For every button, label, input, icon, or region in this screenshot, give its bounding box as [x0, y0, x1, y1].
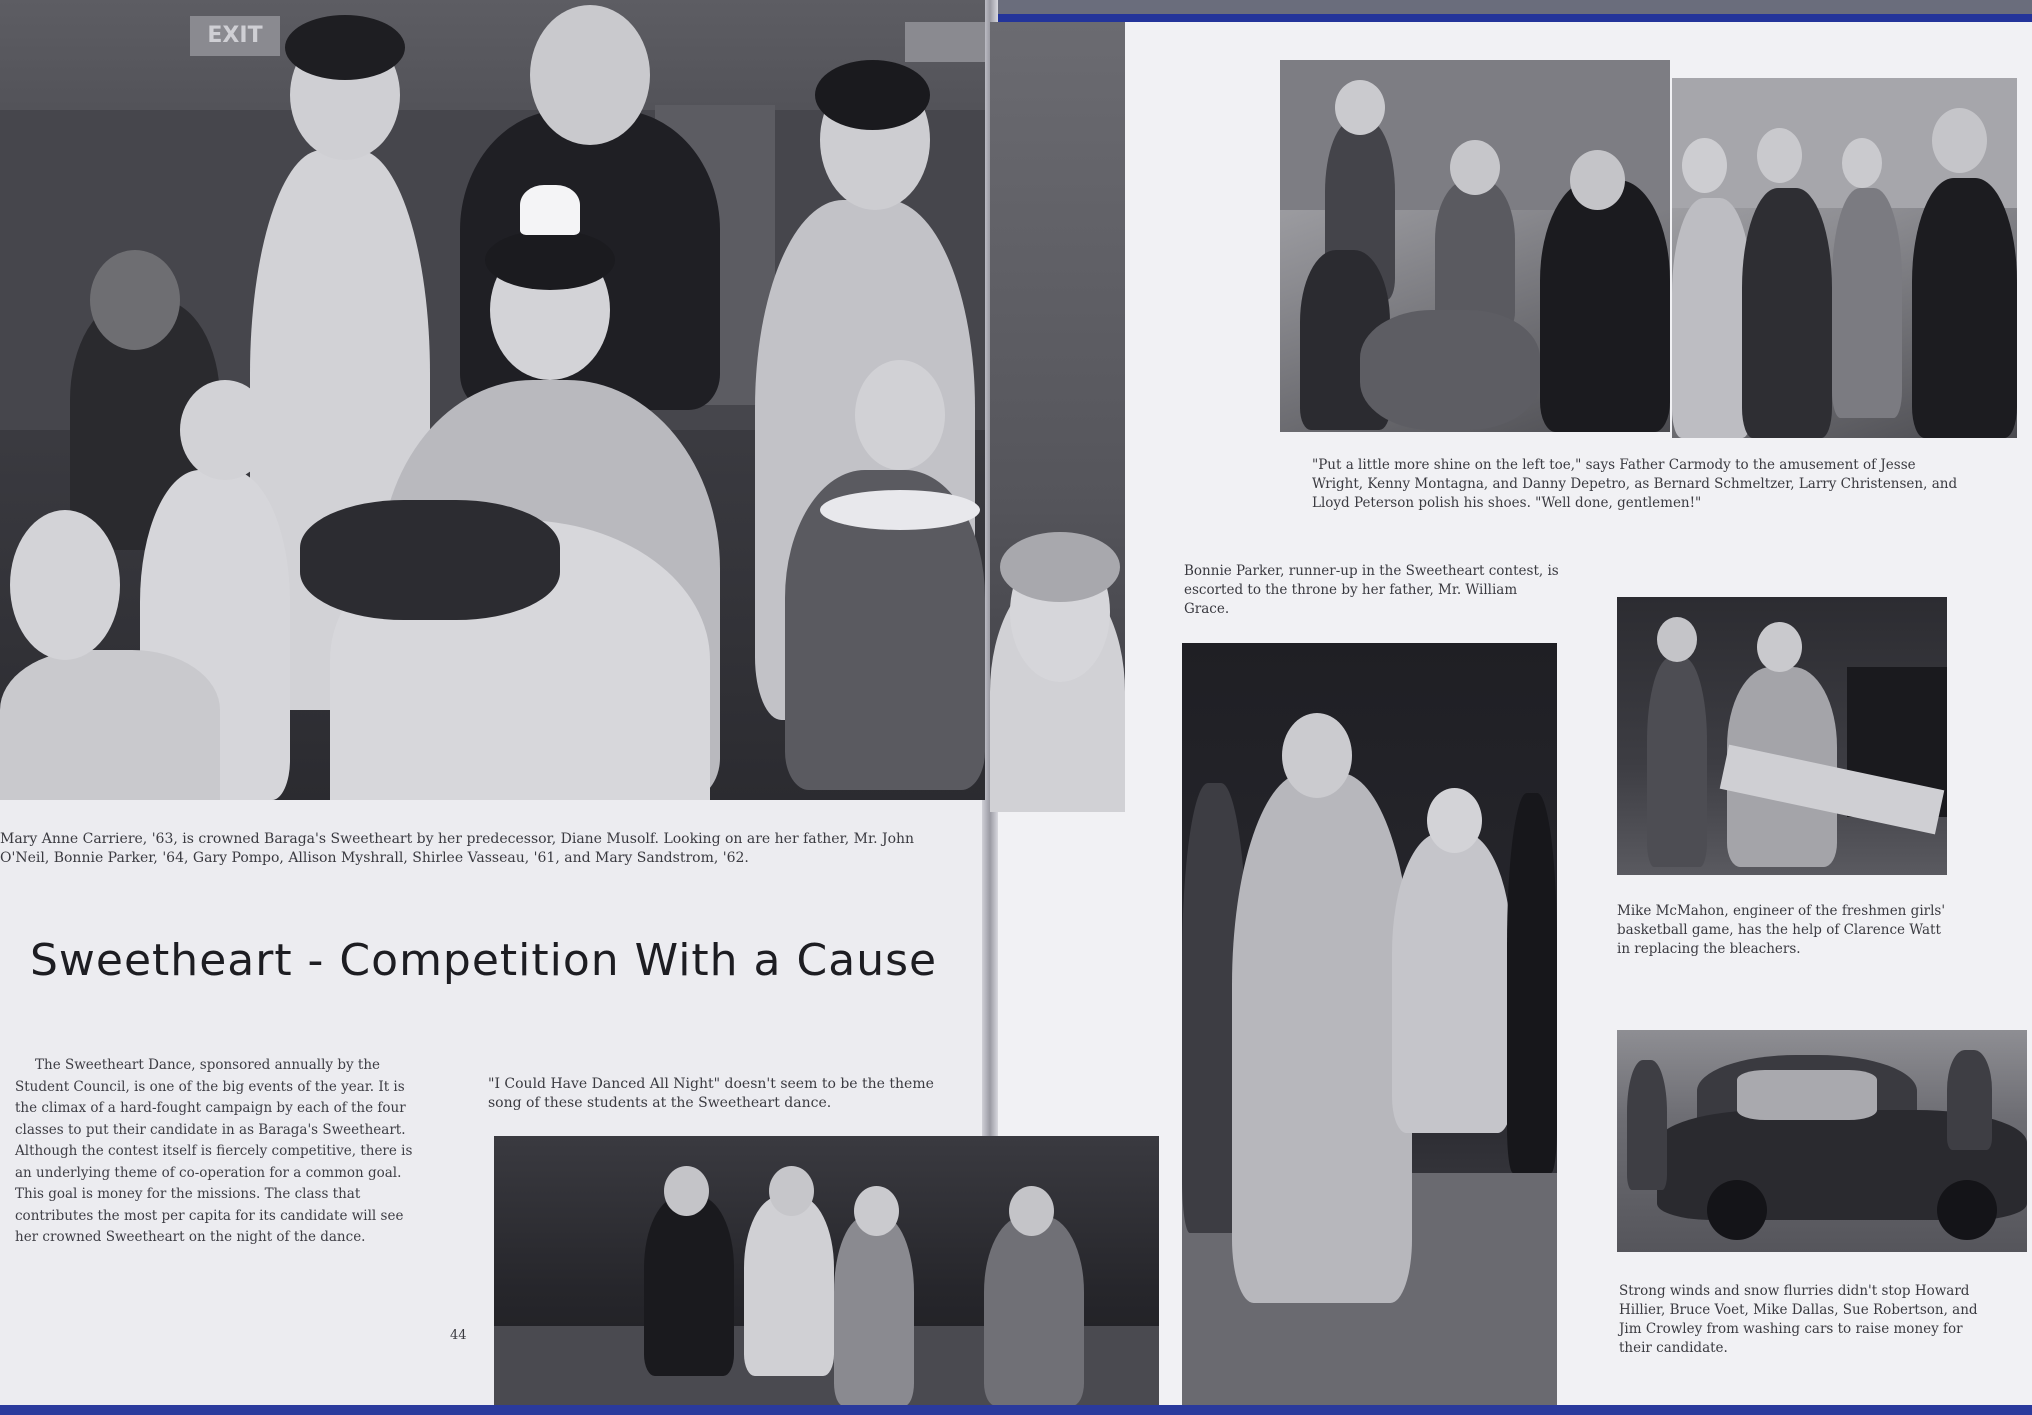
- bonnie-parker-caption: Bonnie Parker, runner-up in the Sweetheart contest, is escorted to the throne by her father, Mr. William Grace.: [1184, 563, 1559, 617]
- coronation-photo: [0, 0, 985, 800]
- car-wash-caption: Strong winds and snow flurries didn't stop Howard Hillier, Bruce Voet, Mike Dallas, Sue Robertson, and Jim Crowley from washing cars to raise money for their candidate.: [1619, 1283, 1978, 1356]
- shoe-shine-photo-left: [1280, 60, 1670, 432]
- crown: [520, 185, 580, 235]
- shoe-shine-photo-right: [1672, 78, 2017, 438]
- escort-photo: [1182, 643, 1557, 1415]
- exit-sign: EXIT: [190, 16, 280, 56]
- coronation-caption: Mary Anne Carriere, '63, is crowned Baraga's Sweetheart by her predecessor, Diane Musolf. Looking on are her father, Mr. John O'Neil, Bonnie Parker, '64, Gary Pompo, Allison Myshrall, Shirlee Vasseau, '61, and Mary Sandstrom, '62.: [0, 831, 915, 866]
- shoe-shine-caption: "Put a little more shine on the left toe," says Father Carmody to the amusement of Jesse Wright, Kenny Montagna, and Danny Depetro, as Bernard Schmeltzer, Larry Christensen, and Lloyd Peterson polish his shoes. "Well done, gentlemen!": [1312, 457, 1958, 511]
- bleachers-caption: Mike McMahon, engineer of the freshmen girls' basketball game, has the help of Clarence Watt in replacing the bleachers.: [1617, 903, 1946, 957]
- bleachers-photo: [1617, 597, 1947, 875]
- dance-photo: [494, 1136, 1159, 1415]
- page-headline: Sweetheart - Competition With a Cause: [30, 935, 938, 986]
- page-number: 44: [450, 1328, 467, 1343]
- car-wash-photo: [1617, 1030, 2027, 1252]
- dance-caption: "I Could Have Danced All Night" doesn't seem to be the theme song of these students at the Sweetheart dance.: [488, 1076, 934, 1111]
- book-bottom-edge: [0, 1405, 2032, 1415]
- coronation-photo-spill: [990, 22, 1125, 812]
- article-body: The Sweetheart Dance, sponsored annually by the Student Council, is one of the big events of the year. It is the climax of a hard-fought campaign by each of the four classes to put their candidate in as Baraga's Sweetheart. Although the contest itself is fiercely competitive, there is an underlying theme of co-operation for a common goal. This goal is money for the missions. The class that contributes the most per capita for its candidate will see her crowned Sweetheart on the night of the dance.: [15, 1057, 413, 1245]
